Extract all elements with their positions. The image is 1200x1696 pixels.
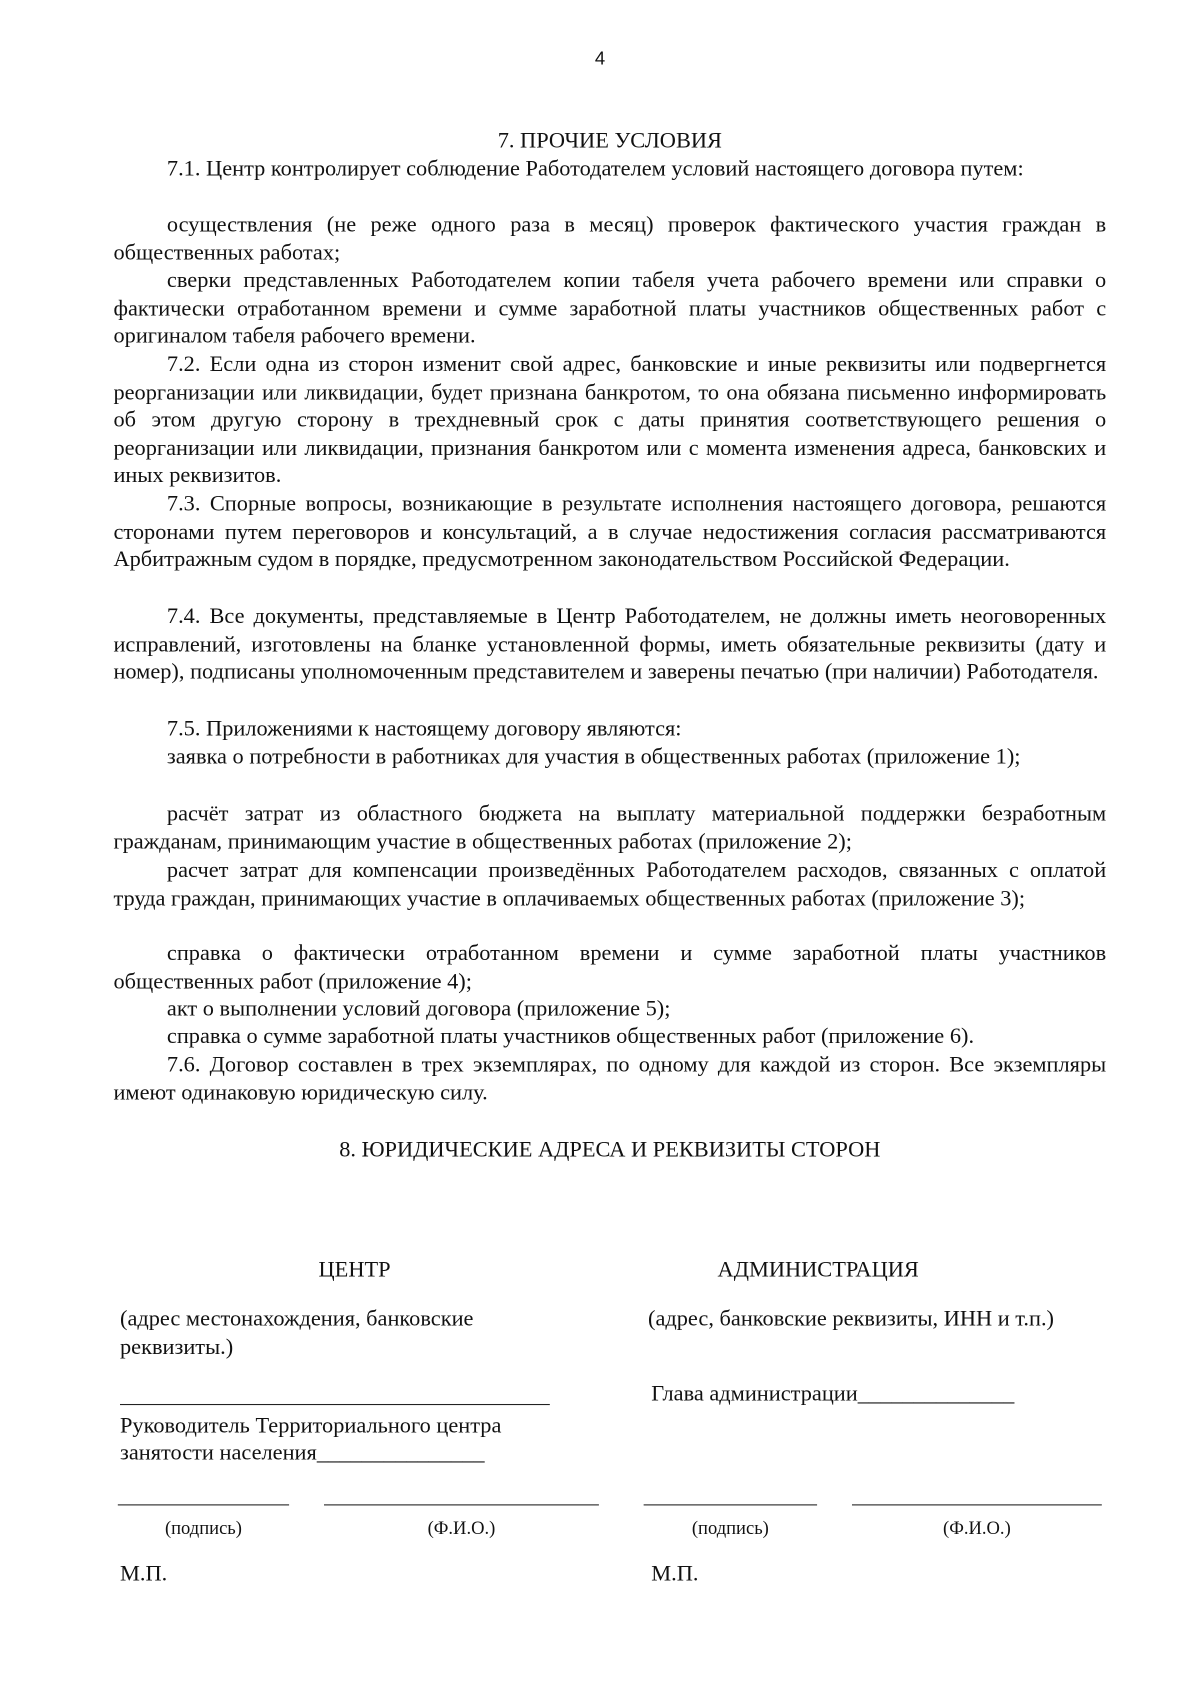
section-7-title: 7. ПРОЧИЕ УСЛОВИЯ [497,128,722,153]
appendix-item-4: справка о фактически отработанном времени и сумме заработной платы участников общественных работ (приложение 4); [113,941,1107,994]
paragraph-7-1-item-1: осуществления (не реже одного раза в месяц) проверок фактического участия граждан в общественных работах; [113,212,1107,265]
right-name-line [852,1504,1102,1505]
paragraph-7-1-item-2: сверки представленных Работодателем копии табеля учета рабочего времени или справки о фактически отработанном времени и сумме заработной платы участников общественных работ с оригиналом табеля рабочего времени. [113,268,1107,349]
left-name-line [324,1504,599,1505]
appendix-item-1: заявка о потребности в работниках для участия в общественных работах (приложение 1); [166,745,1021,770]
page-number: 4 [594,47,606,69]
left-signature-field [120,1404,550,1405]
right-signer-title: Глава администрации______________ [651,1382,1015,1407]
right-signature-line [644,1504,817,1505]
left-signature-line [118,1504,289,1505]
left-party-title: ЦЕНТР [318,1257,391,1282]
right-name-caption: (Ф.И.О.) [943,1517,1011,1539]
left-signer-position: занятости населения_______________ [119,1441,485,1466]
appendix-item-5: акт о выполнении условий договора (приложение 5); [166,997,671,1022]
left-stamp-place: М.П. [119,1562,168,1587]
paragraph-7-2: 7.2. Если одна из сторон изменит свой адрес, банковские и иные реквизиты или подвергнется реорганизации или ликвидации, будет признана банкротом, то она обязана письменно информировать об этом другую сторону в трехдневный срок с даты принятия соответствующего решения о реорганизации или ликвидации, признания банкротом или с момента изменения адреса, банковских и иных реквизитов. [113,352,1107,489]
appendix-item-3: расчет затрат для компенсации произведённых Работодателем расходов, связанных с оплатой труда граждан, принимающих участие в оплачиваемых общественных работах (приложение 3); [113,858,1107,911]
paragraph-7-4: 7.4. Все документы, представляемые в Центр Работодателем, не должны иметь неоговоренных исправлений, изготовлены на бланке установленной формы, иметь обязательные реквизиты (дату и номер), подписаны уполномоченным представителем и заверены печатью (при наличии) Работодателя. [113,604,1107,685]
right-stamp-place: М.П. [651,1562,699,1587]
appendix-item-2: расчёт затрат из областного бюджета на выплату материальной поддержки безработным гражданам, принимающим участие в общественных работах (приложение 2); [113,801,1107,854]
left-name-caption: (Ф.И.О.) [427,1517,496,1539]
right-signature-caption: (подпись) [691,1517,769,1539]
paragraph-7-1: 7.1. Центр контролирует соблюдение Работодателем условий настоящего договора путем: [166,157,1024,182]
paragraph-7-3: 7.3. Спорные вопросы, возникающие в результате исполнения настоящего договора, решаются сторонами путем переговоров и консультаций, а в случае недостижения согласия рассматриваются Арбитражным судом в порядке, предусмотренном законодательством Российской Федерации. [113,491,1107,572]
right-party-details: (адрес, банковские реквизиты, ИНН и т.п.) [647,1306,1054,1331]
left-signature-caption: (подпись) [164,1517,242,1539]
left-signer-title: Руководитель Территориального центра [119,1413,502,1438]
right-party-title: АДМИНИСТРАЦИЯ [717,1257,919,1282]
paragraph-7-6: 7.6. Договор составлен в трех экземплярах, по одному для каждой из сторон. Все экземпляры имеют одинаковую юридическую силу. [113,1052,1107,1105]
section-8-title: 8. ЮРИДИЧЕСКИЕ АДРЕСА И РЕКВИЗИТЫ СТОРОН [339,1137,881,1162]
appendix-item-6: справка о сумме заработной платы участников общественных работ (приложение 6). [166,1024,975,1049]
paragraph-7-5: 7.5. Приложениями к настоящему договору являются: [166,716,682,741]
left-party-details: (адрес местонахождения, банковские реквизиты.) [119,1306,474,1359]
